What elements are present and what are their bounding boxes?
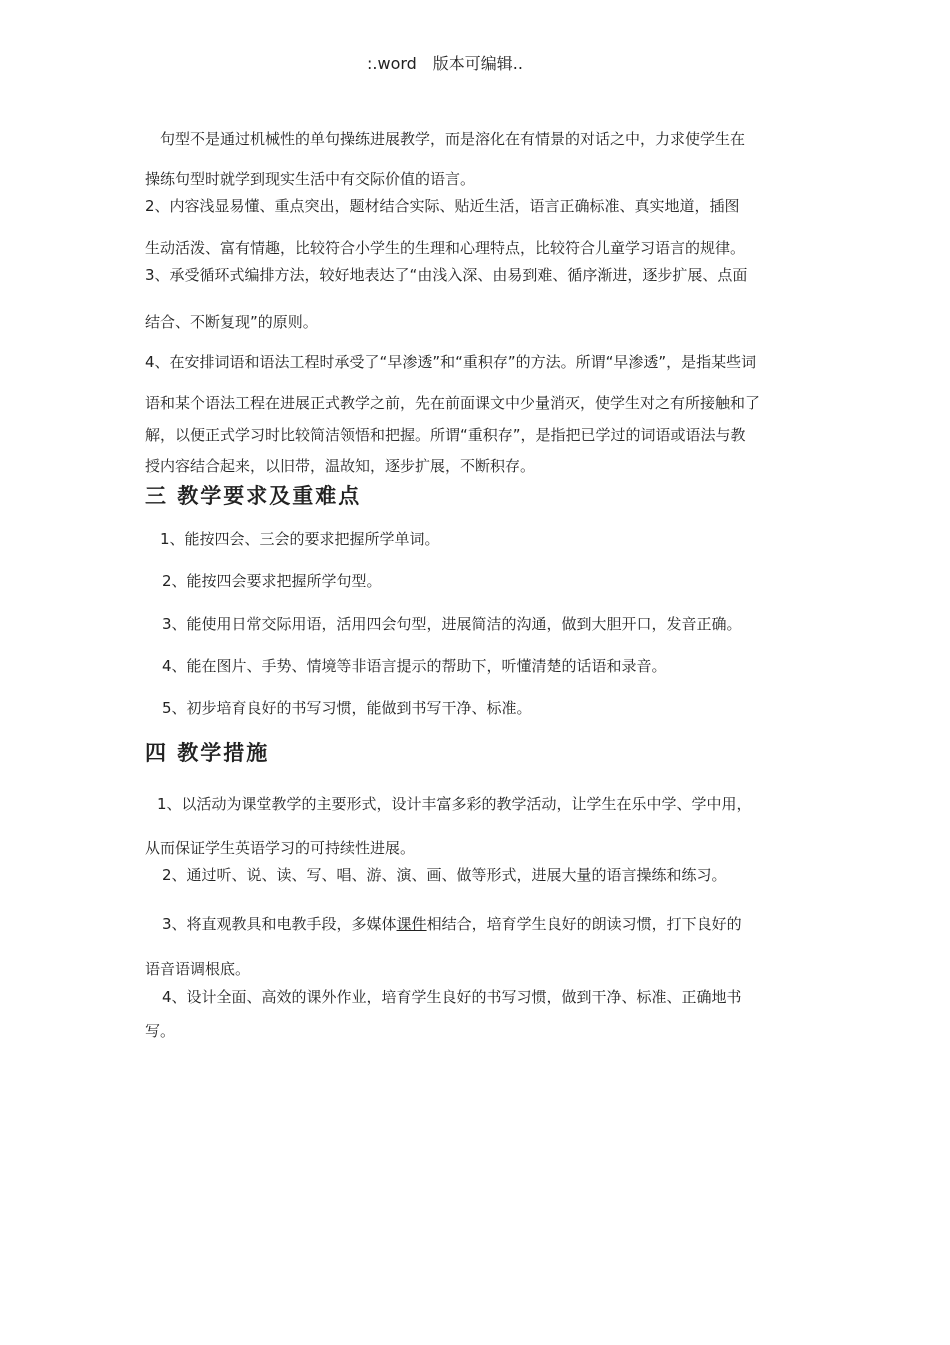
intro-line-1: 句型不是通过机械性的单句操练进展教学，而是溶化在有情景的对话之中，力求使学生在 xyxy=(160,130,746,148)
courseware-link[interactable]: 课件 xyxy=(396,915,427,933)
measure-3-line-2: 语音语调根底。 xyxy=(145,960,251,978)
requirement-item-3: 3、能使用日常交际用语，活用四会句型，进展简洁的沟通，做到大胆开口，发音正确。 xyxy=(162,615,742,633)
measure-3-text-pre: 3、将直观教具和电教手段，多媒体 xyxy=(162,915,397,933)
point-2-line-1: 2、内容浅显易懂、重点突出，题材结合实际、贴近生活，语言正确标准、真实地道，插图 xyxy=(145,197,740,215)
point-4-line-3: 解，以便正式学习时比较简洁领悟和把握。所谓“重积存”，是指把已学过的词语或语法与教 xyxy=(145,426,746,444)
section-4-heading: 四 教学措施 xyxy=(145,741,270,765)
requirement-item-2: 2、能按四会要求把握所学句型。 xyxy=(162,572,382,590)
measure-2: 2、通过听、说、读、写、唱、游、演、画、做等形式，进展大量的语言操练和练习。 xyxy=(162,866,727,884)
point-2-line-2: 生动活泼、富有情趣，比较符合小学生的生理和心理特点，比较符合儿童学习语言的规律。 xyxy=(145,239,746,257)
point-3-line-2: 结合、不断复现”的原则。 xyxy=(145,313,318,331)
measure-1-line-1: 1、以活动为课堂教学的主要形式，设计丰富多彩的教学活动，让学生在乐中学、学中用， xyxy=(157,795,752,813)
point-3-line-1: 3、承受循环式编排方法，较好地表达了“由浅入深、由易到难、循序渐进，逐步扩展、点面 xyxy=(145,266,748,284)
measure-4-line-1: 4、设计全面、高效的课外作业，培育学生良好的书写习惯，做到干净、标准、正确地书 xyxy=(162,988,742,1006)
measure-3-text-post: 相结合，培育学生良好的朗读习惯，打下良好的 xyxy=(426,915,742,933)
measure-3-line-1 xyxy=(162,914,742,934)
intro-line-2: 操练句型时就学到现实生活中有交际价值的语言。 xyxy=(145,170,476,188)
point-4-line-1: 4、在安排词语和语法工程时承受了“早渗透”和“重积存”的方法。所谓“早渗透”，是指某些词 xyxy=(145,353,757,371)
requirement-item-1: 1、能按四会、三会的要求把握所学单词。 xyxy=(160,530,440,548)
requirement-item-5: 5、初步培育良好的书写习惯，能做到书写干净、标准。 xyxy=(162,699,532,717)
measure-4-line-2: 写。 xyxy=(145,1022,176,1040)
section-3-heading: 三 教学要求及重难点 xyxy=(145,484,362,508)
requirement-item-4: 4、能在图片、手势、情境等非语言提示的帮助下，听懂清楚的话语和录音。 xyxy=(162,657,667,675)
page-header: :.word 版本可编辑.. xyxy=(367,54,523,73)
point-4-line-4: 授内容结合起来，以旧带，温故知，逐步扩展，不断积存。 xyxy=(145,457,536,475)
measure-1-line-2: 从而保证学生英语学习的可持续性进展。 xyxy=(145,839,416,857)
point-4-line-2: 语和某个语法工程在进展正式教学之前，先在前面课文中少量消灭，使学生对之有所接触和了 xyxy=(145,394,761,412)
